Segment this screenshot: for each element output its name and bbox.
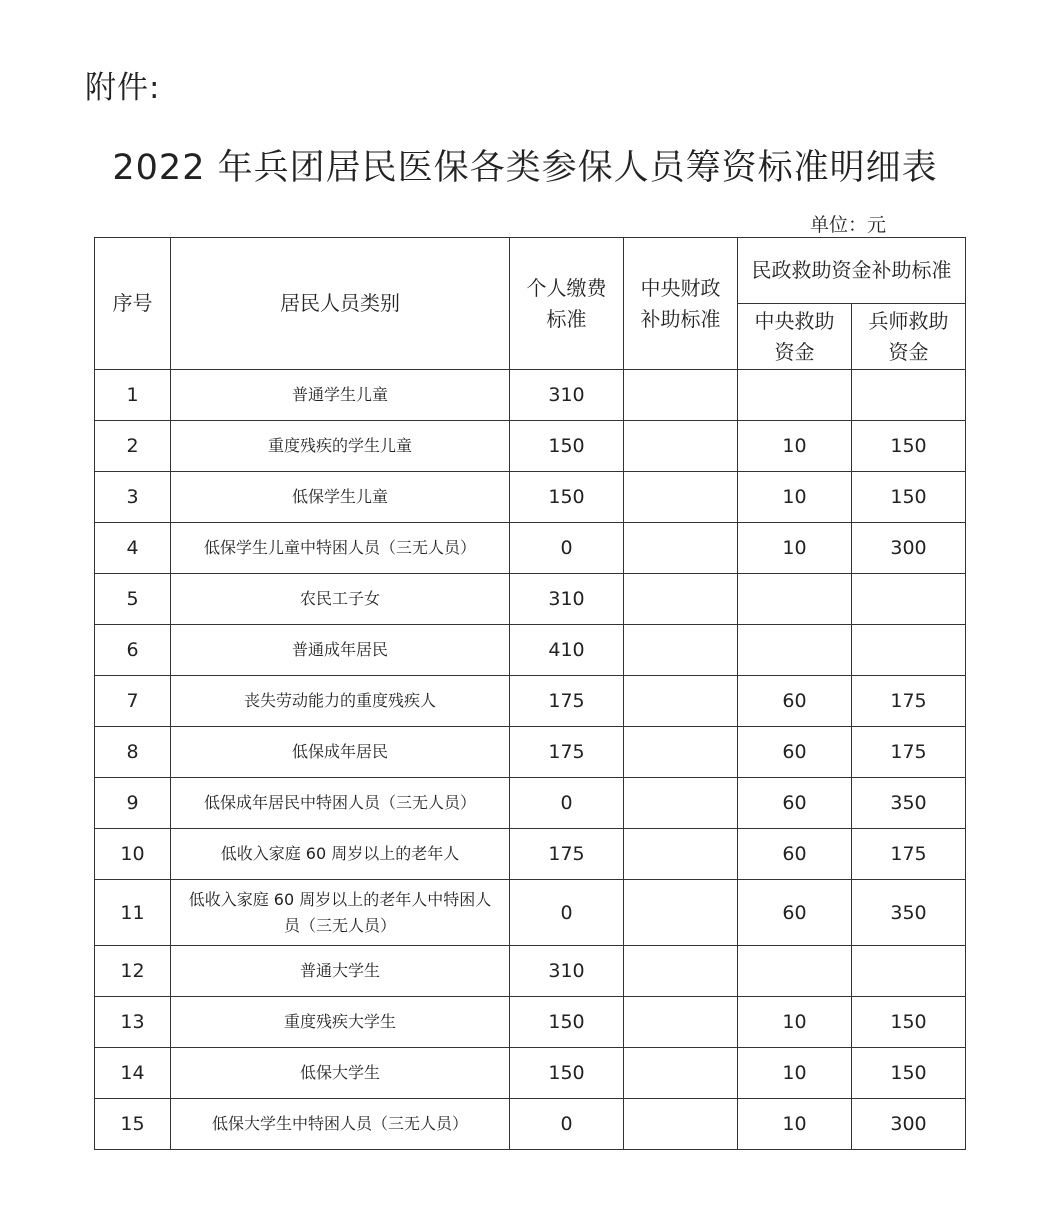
cell-bingtuan-relief-fund: 150 xyxy=(852,1048,966,1099)
cell-personal-contribution: 0 xyxy=(510,880,624,946)
cell-central-relief-fund: 60 xyxy=(738,727,852,778)
table-row xyxy=(95,574,966,625)
table-row xyxy=(95,676,966,727)
cell-central-fiscal-subsidy xyxy=(624,370,738,421)
cell-bingtuan-relief-fund: 300 xyxy=(852,1099,966,1150)
cell-category: 重度残疾大学生 xyxy=(171,997,510,1048)
cell-personal-contribution: 0 xyxy=(510,523,624,574)
cell-seq: 5 xyxy=(95,574,171,625)
cell-central-fiscal-subsidy xyxy=(624,1048,738,1099)
cell-personal-contribution: 310 xyxy=(510,574,624,625)
cell-bingtuan-relief-fund: 175 xyxy=(852,727,966,778)
cell-personal-contribution: 175 xyxy=(510,676,624,727)
header-category: 居民人员类别 xyxy=(171,238,510,370)
table-row xyxy=(95,727,966,778)
page-title: 2022 年兵团居民医保各类参保人员筹资标准明细表 xyxy=(112,148,938,188)
table-row xyxy=(95,370,966,421)
cell-central-relief-fund xyxy=(738,946,852,997)
cell-personal-contribution: 175 xyxy=(510,727,624,778)
header-central-relief-fund: 中央救助资金 xyxy=(738,304,852,370)
cell-seq: 13 xyxy=(95,997,171,1048)
cell-central-relief-fund: 60 xyxy=(738,880,852,946)
table-row xyxy=(95,997,966,1048)
table-row xyxy=(95,829,966,880)
cell-seq: 3 xyxy=(95,472,171,523)
cell-central-relief-fund xyxy=(738,625,852,676)
funding-standards-table xyxy=(94,237,966,1150)
cell-category: 低保大学生 xyxy=(171,1048,510,1099)
cell-central-relief-fund: 10 xyxy=(738,523,852,574)
cell-seq: 10 xyxy=(95,829,171,880)
cell-central-relief-fund: 10 xyxy=(738,997,852,1048)
cell-seq: 4 xyxy=(95,523,171,574)
cell-category: 重度残疾的学生儿童 xyxy=(171,421,510,472)
cell-central-fiscal-subsidy xyxy=(624,421,738,472)
cell-central-fiscal-subsidy xyxy=(624,880,738,946)
cell-central-fiscal-subsidy xyxy=(624,727,738,778)
cell-central-relief-fund: 60 xyxy=(738,778,852,829)
cell-central-relief-fund: 10 xyxy=(738,1099,852,1150)
table-row xyxy=(95,625,966,676)
header-bingtuan-relief-fund: 兵师救助资金 xyxy=(852,304,966,370)
cell-bingtuan-relief-fund xyxy=(852,625,966,676)
cell-personal-contribution: 310 xyxy=(510,946,624,997)
cell-category: 农民工子女 xyxy=(171,574,510,625)
cell-central-relief-fund: 10 xyxy=(738,472,852,523)
cell-bingtuan-relief-fund xyxy=(852,574,966,625)
cell-bingtuan-relief-fund: 175 xyxy=(852,829,966,880)
cell-seq: 2 xyxy=(95,421,171,472)
cell-central-fiscal-subsidy xyxy=(624,625,738,676)
table-row xyxy=(95,946,966,997)
cell-bingtuan-relief-fund: 150 xyxy=(852,421,966,472)
table-row xyxy=(95,1048,966,1099)
cell-central-fiscal-subsidy xyxy=(624,472,738,523)
cell-personal-contribution: 310 xyxy=(510,370,624,421)
cell-category: 低保成年居民中特困人员（三无人员） xyxy=(171,778,510,829)
cell-seq: 12 xyxy=(95,946,171,997)
cell-central-relief-fund xyxy=(738,574,852,625)
header-personal-contribution: 个人缴费标准 xyxy=(510,238,624,370)
cell-bingtuan-relief-fund: 350 xyxy=(852,880,966,946)
attachment-label: 附件: xyxy=(85,70,161,106)
table-row xyxy=(95,1099,966,1150)
cell-seq: 8 xyxy=(95,727,171,778)
cell-personal-contribution: 410 xyxy=(510,625,624,676)
cell-category: 普通学生儿童 xyxy=(171,370,510,421)
cell-personal-contribution: 150 xyxy=(510,472,624,523)
table-row xyxy=(95,523,966,574)
cell-category: 普通大学生 xyxy=(171,946,510,997)
cell-category: 低收入家庭 60 周岁以上的老年人中特困人员（三无人员） xyxy=(171,880,510,946)
cell-seq: 14 xyxy=(95,1048,171,1099)
cell-category: 低保成年居民 xyxy=(171,727,510,778)
header-central-fiscal-subsidy: 中央财政补助标准 xyxy=(624,238,738,370)
cell-central-relief-fund: 10 xyxy=(738,1048,852,1099)
header-civil-affairs-relief: 民政救助资金补助标准 xyxy=(738,238,966,304)
cell-personal-contribution: 150 xyxy=(510,997,624,1048)
cell-central-fiscal-subsidy xyxy=(624,778,738,829)
cell-central-fiscal-subsidy xyxy=(624,946,738,997)
table-row xyxy=(95,778,966,829)
cell-personal-contribution: 175 xyxy=(510,829,624,880)
table-row xyxy=(95,472,966,523)
cell-seq: 11 xyxy=(95,880,171,946)
cell-central-fiscal-subsidy xyxy=(624,523,738,574)
unit-label: 单位：元 xyxy=(810,214,887,236)
cell-category: 低保学生儿童 xyxy=(171,472,510,523)
cell-seq: 6 xyxy=(95,625,171,676)
table-row xyxy=(95,421,966,472)
cell-central-relief-fund: 60 xyxy=(738,676,852,727)
cell-central-relief-fund: 10 xyxy=(738,421,852,472)
cell-bingtuan-relief-fund: 175 xyxy=(852,676,966,727)
cell-central-relief-fund xyxy=(738,370,852,421)
cell-bingtuan-relief-fund xyxy=(852,370,966,421)
cell-central-fiscal-subsidy xyxy=(624,1099,738,1150)
cell-bingtuan-relief-fund xyxy=(852,946,966,997)
cell-personal-contribution: 0 xyxy=(510,1099,624,1150)
cell-personal-contribution: 150 xyxy=(510,421,624,472)
cell-bingtuan-relief-fund: 150 xyxy=(852,997,966,1048)
cell-central-fiscal-subsidy xyxy=(624,997,738,1048)
cell-seq: 9 xyxy=(95,778,171,829)
cell-bingtuan-relief-fund: 150 xyxy=(852,472,966,523)
cell-personal-contribution: 0 xyxy=(510,778,624,829)
cell-seq: 15 xyxy=(95,1099,171,1150)
cell-seq: 1 xyxy=(95,370,171,421)
cell-seq: 7 xyxy=(95,676,171,727)
table-row xyxy=(95,880,966,946)
cell-bingtuan-relief-fund: 300 xyxy=(852,523,966,574)
cell-central-relief-fund: 60 xyxy=(738,829,852,880)
cell-category: 低保大学生中特困人员（三无人员） xyxy=(171,1099,510,1150)
cell-personal-contribution: 150 xyxy=(510,1048,624,1099)
cell-central-fiscal-subsidy xyxy=(624,829,738,880)
cell-central-fiscal-subsidy xyxy=(624,574,738,625)
cell-category: 丧失劳动能力的重度残疾人 xyxy=(171,676,510,727)
cell-bingtuan-relief-fund: 350 xyxy=(852,778,966,829)
cell-category: 低保学生儿童中特困人员（三无人员） xyxy=(171,523,510,574)
cell-category: 普通成年居民 xyxy=(171,625,510,676)
header-seq: 序号 xyxy=(95,238,171,370)
cell-central-fiscal-subsidy xyxy=(624,676,738,727)
cell-category: 低收入家庭 60 周岁以上的老年人 xyxy=(171,829,510,880)
